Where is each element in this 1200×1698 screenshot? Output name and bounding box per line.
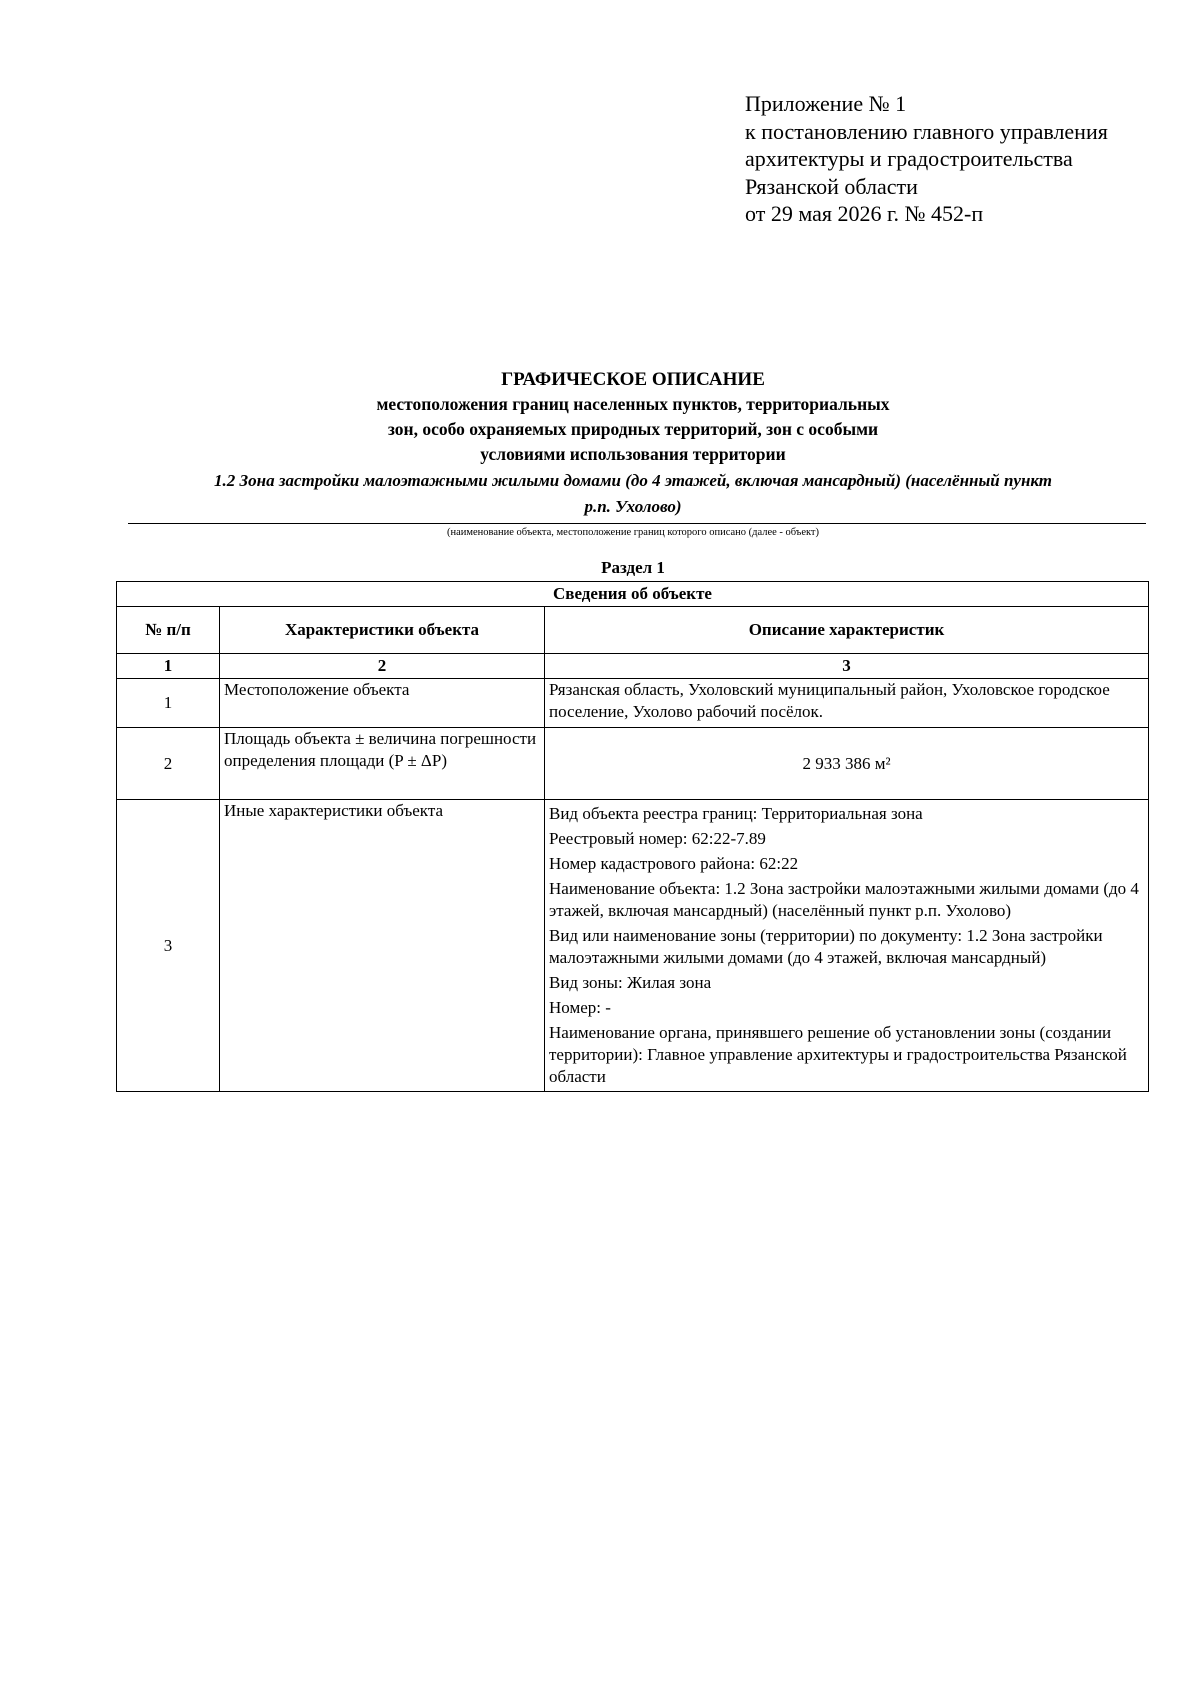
object-info-table [116, 581, 1149, 1092]
header-num: № п/п [117, 607, 220, 654]
column-number: 2 [220, 654, 545, 679]
table-row [117, 728, 1149, 800]
appendix-header [745, 90, 1108, 228]
row-num: 3 [117, 800, 220, 1092]
appendix-line: от 29 мая 2026 г. № 452-п [745, 201, 984, 226]
underline-rule [128, 523, 1146, 524]
document-subtitle-line: условиями использования территории [480, 444, 786, 464]
table-title: Сведения об объекте [117, 582, 1149, 607]
row-characteristic: Иные характеристики объекта [220, 800, 545, 1092]
table-row [117, 679, 1149, 728]
appendix-line: Рязанской области [745, 173, 918, 199]
object-name-line: 1.2 Зона застройки малоэтажными жилыми домами (до 4 этажей, включая мансардный) (населённый пункт [213, 471, 1053, 490]
table-header-row [117, 607, 1149, 654]
detail-line: Наименование органа, принявшего решение об установлении зоны (создании территории): Главное управление архитектуры и градостроительства Рязанской области [549, 1023, 1127, 1086]
section-title: Раздел 1 [601, 558, 665, 577]
appendix-line: к постановлению главного управления [745, 118, 1108, 144]
row-description [545, 800, 1149, 1092]
detail-line: Наименование объекта: 1.2 Зона застройки малоэтажными жилыми домами (до 4 этажей, включая мансардный) (населённый пункт р.п. Ухолово) [549, 879, 1139, 920]
detail-line: Номер: - [549, 998, 611, 1017]
document-title-block [118, 368, 1148, 541]
row-description: 2 933 386 м² [545, 728, 1149, 800]
column-number: 1 [117, 654, 220, 679]
column-number-row [117, 654, 1149, 679]
row-num: 1 [117, 679, 220, 728]
header-characteristics: Характеристики объекта [220, 607, 545, 654]
row-description: Рязанская область, Ухоловский муниципальный район, Ухоловское городское поселение, Ухолово рабочий посёлок. [545, 679, 1149, 728]
detail-line: Реестровый номер: 62:22-7.89 [549, 829, 766, 848]
table-title-row [117, 582, 1149, 607]
detail-line: Вид зоны: Жилая зона [549, 973, 712, 992]
table-row [117, 800, 1149, 1092]
detail-line: Вид объекта реестра границ: Территориальная зона [549, 804, 923, 823]
document-subtitle-line: местоположения границ населенных пунктов, территориальных [376, 394, 890, 414]
row-characteristic: Местоположение объекта [220, 679, 545, 728]
document-title: ГРАФИЧЕСКОЕ ОПИСАНИЕ [501, 369, 765, 390]
column-number: 3 [545, 654, 1149, 679]
object-caption: (наименование объекта, местоположение границ которого описано (далее - объект) [446, 527, 820, 538]
detail-line: Номер кадастрового района: 62:22 [549, 854, 799, 873]
document-subtitle-line: зон, особо охраняемых природных территорий, зон с особыми [387, 419, 879, 439]
row-characteristic: Площадь объекта ± величина погрешности определения площади (P ± ΔP) [220, 728, 545, 800]
appendix-line: Приложение № 1 [745, 91, 907, 116]
header-description: Описание характеристик [545, 607, 1149, 654]
object-name-line: р.п. Ухолово) [584, 497, 682, 516]
detail-line: Вид или наименование зоны (территории) по документу: 1.2 Зона застройки малоэтажными жилыми домами (до 4 этажей, включая мансардный) [549, 926, 1103, 967]
appendix-line: архитектуры и градостроительства [745, 146, 1073, 171]
row-num: 2 [117, 728, 220, 800]
